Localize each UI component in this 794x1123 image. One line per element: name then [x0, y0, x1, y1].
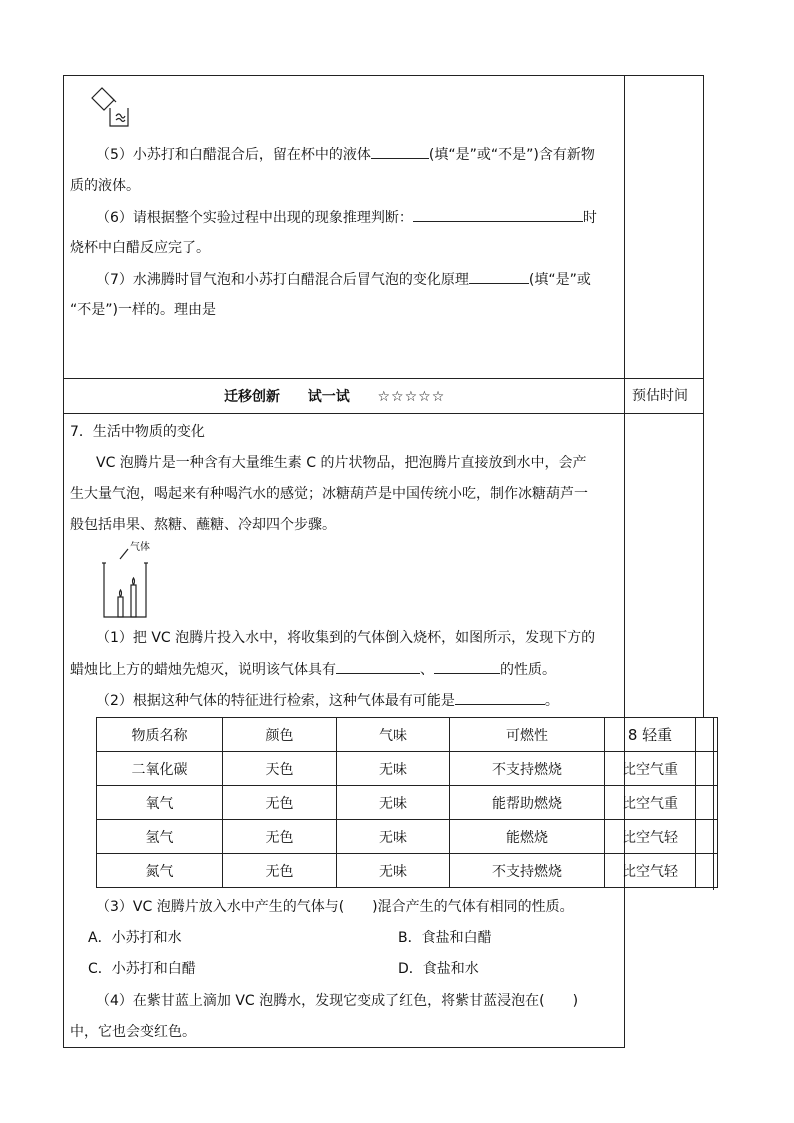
sub1-text: 蜡烛比上方的蜡烛先熄灭，说明该气体具有 [70, 662, 336, 678]
beaker-candles-figure [98, 545, 168, 621]
pouring-beaker-icon [88, 84, 134, 130]
cell-smell: 无味 [337, 786, 450, 820]
q7-title: 7．生活中物质的变化 [70, 424, 205, 440]
sub2-text: （2）根据这种气体的特征进行检索，这种气体最有可能是 [96, 693, 455, 709]
figure-gas-label: 气体 [130, 542, 150, 553]
header-top-line [63, 378, 704, 379]
gas-property-table [96, 717, 718, 888]
cell-flammability: 不支持燃烧 [450, 854, 605, 888]
cell-flammability: 能帮助燃烧 [450, 786, 605, 820]
q5-line2: 质的液体。 [70, 178, 140, 194]
cell-weight: 比空气轻 [605, 854, 696, 888]
table-row [97, 820, 718, 854]
frame-divider [624, 75, 625, 1048]
header-color: 颜色 [223, 718, 337, 752]
sub2-line [96, 690, 559, 711]
cell-color: 无色 [223, 786, 337, 820]
section-title [224, 386, 445, 406]
q7-intro-line3: 般包括串果、熬糖、蘸糖、冷却四个步骤。 [70, 517, 336, 533]
sub1-line1: （1）把 VC 泡腾片投入水中，将收集到的气体倒入烧杯，如图所示，发现下方的 [96, 630, 596, 646]
table-row [97, 854, 718, 888]
difficulty-stars: ☆☆☆☆☆ [377, 389, 446, 405]
header-name: 物质名称 [97, 718, 223, 752]
table-extra-col [696, 854, 718, 888]
sub4-line1: （4）在紫甘蓝上滴加 VC 泡腾水，发现它变成了红色，将紫甘蓝浸泡在( ) [96, 993, 579, 1009]
cell-weight: 比空气重 [605, 786, 696, 820]
section-title-text: 迁移创新 [224, 389, 280, 405]
option-d[interactable]: D．食盐和水 [398, 961, 479, 977]
estimated-time-label: 预估时间 [632, 388, 688, 404]
sub4-line2: 中，它也会变红色。 [70, 1024, 196, 1040]
section-subtitle: 试一试 [307, 389, 350, 405]
frame-left [63, 75, 64, 1048]
table-row [97, 752, 718, 786]
frame-top [63, 75, 704, 76]
header-flammability: 可燃性 [450, 718, 605, 752]
cell-name: 二氧化碳 [97, 752, 223, 786]
q5-text: （5）小苏打和白醋混合后，留在杯中的液体 [96, 147, 371, 163]
cell-flammability: 不支持燃烧 [450, 752, 605, 786]
q6-line2: 烧杯中白醋反应完了。 [70, 240, 210, 256]
q5-answer-blank[interactable] [371, 144, 429, 159]
q6-line1 [96, 207, 597, 228]
option-b[interactable]: B．食盐和白醋 [398, 930, 492, 946]
cell-smell: 无味 [337, 820, 450, 854]
option-c[interactable]: C．小苏打和白醋 [88, 961, 196, 977]
q7-text-b: (填“是”或 [528, 272, 591, 288]
sub3-line: （3）VC 泡腾片放入水中产生的气体与( )混合产生的气体有相同的性质。 [96, 899, 574, 915]
sub2-end: 。 [544, 693, 559, 709]
frame-bottom [63, 1047, 625, 1048]
cell-weight: 比空气重 [605, 752, 696, 786]
q6-answer-blank[interactable] [413, 207, 583, 222]
sub1-end: 的性质。 [500, 662, 556, 678]
q7-intro-line1: VC 泡腾片是一种含有大量维生素 C 的片状物品，把泡腾片直接放到水中，会产 [96, 455, 587, 471]
cell-weight: 比空气轻 [605, 820, 696, 854]
header-smell: 气味 [337, 718, 450, 752]
q7-intro-line2: 生大量气泡，喝起来有种喝汽水的感觉；冰糖葫芦是中国传统小吃，制作冰糖葫芦一 [70, 486, 588, 502]
table-header-row [97, 718, 718, 752]
sub1-blank-a[interactable] [336, 659, 420, 674]
q7-text: （7）水沸腾时冒气泡和小苏打白醋混合后冒气泡的变化原理 [96, 272, 469, 288]
cell-name: 氧气 [97, 786, 223, 820]
header-bottom-line [63, 413, 704, 414]
cell-name: 氢气 [97, 820, 223, 854]
cell-smell: 无味 [337, 854, 450, 888]
table-extra-col [696, 786, 718, 820]
cell-flammability: 能燃烧 [450, 820, 605, 854]
table-row [97, 786, 718, 820]
header-weight: 8 轻重 [605, 718, 696, 752]
q7-line1 [96, 269, 591, 290]
cell-smell: 无味 [337, 752, 450, 786]
table-extra-col [696, 752, 718, 786]
sub2-blank[interactable] [455, 690, 545, 705]
table-extra-col [696, 820, 718, 854]
cell-color: 天色 [223, 752, 337, 786]
cell-color: 无色 [223, 820, 337, 854]
cell-color: 无色 [223, 854, 337, 888]
table-extra-col [696, 718, 718, 752]
q6-text-b: 时 [582, 210, 597, 226]
q5-text-b: (填“是”或“不是”)含有新物 [428, 147, 595, 163]
sub1-line2 [70, 659, 556, 680]
sub1-blank-b[interactable] [434, 659, 500, 674]
cell-name: 氮气 [97, 854, 223, 888]
sub1-sep: 、 [420, 662, 434, 678]
q7-answer-blank[interactable] [469, 269, 529, 284]
q5-line1 [96, 144, 595, 165]
frame-right [703, 75, 704, 718]
q6-text: （6）请根据整个实验过程中出现的现象推理判断： [96, 210, 413, 226]
q7-line2: “不是”)一样的。理由是 [70, 302, 216, 318]
option-a[interactable]: A．小苏打和水 [88, 930, 182, 946]
